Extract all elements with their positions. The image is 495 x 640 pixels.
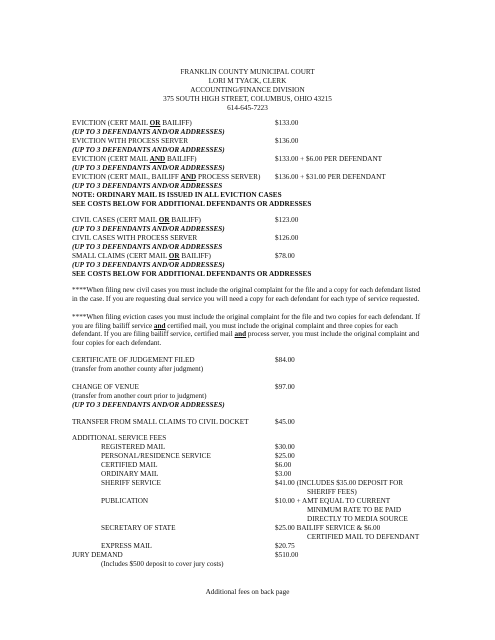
fee-item-value: $6.00 xyxy=(275,461,292,469)
civil-note-additional: SEE COSTS BELOW FOR ADDITIONAL DEFENDANTS OR ADDRESSES xyxy=(72,270,312,278)
venue-fee: $97.00 xyxy=(275,383,295,391)
clerk-name: LORI M TYACK, CLERK xyxy=(208,77,287,85)
civil-row-2: CIVIL CASES WITH PROCESS SERVER xyxy=(72,234,198,242)
fee-item-label: ORDINARY MAIL xyxy=(101,470,159,478)
venue-sub: (transfer from another court prior to judgment) xyxy=(72,392,207,400)
court-name: FRANKLIN COUNTY MUNICIPAL COURT xyxy=(180,68,315,76)
eviction-row-3: EVICTION (CERT MAIL AND BAILIFF) xyxy=(72,155,197,163)
footer-note: Additional fees on back page xyxy=(205,588,290,596)
transfer-fee: $45.00 xyxy=(275,418,295,426)
judgement-fee: $84.00 xyxy=(275,356,295,364)
civil-row-1-note: (UP TO 3 DEFENDANTS AND/OR ADDRESSES) xyxy=(72,225,225,233)
eviction-row-4-fee: $136.00 + $31.00 PER DEFENDANT xyxy=(275,173,386,181)
fee-item-label: SECRETARY OF STATE xyxy=(101,524,176,532)
fee-item-label: REGISTERED MAIL xyxy=(101,443,166,451)
eviction-row-1-fee: $133.00 xyxy=(275,119,299,127)
eviction-note-ordinary-mail: NOTE: ORDINARY MAIL IS ISSUED IN ALL EVICTION CASES xyxy=(72,191,282,199)
fee-item-value-cont: MINIMUM RATE TO BE PAID xyxy=(307,506,402,514)
court-phone: 614-645-7223 xyxy=(227,104,268,112)
fee-item-value: $25.00 xyxy=(275,452,295,460)
fee-item-value: $20.75 xyxy=(275,542,295,550)
fee-item-label: EXPRESS MAIL xyxy=(101,542,152,550)
civil-row-1: CIVIL CASES (CERT MAIL OR BAILIFF) xyxy=(72,216,201,224)
fee-item-label: PERSONAL/RESIDENCE SERVICE xyxy=(101,452,211,460)
additional-fees-title: ADDITIONAL SERVICE FEES xyxy=(72,434,167,442)
small-claims-note: (UP TO 3 DEFENDANTS AND/OR ADDRESSES) xyxy=(72,261,225,269)
fee-item-value-cont: SHERIFF FEES) xyxy=(307,488,357,496)
civil-row-2-fee: $126.00 xyxy=(275,234,299,242)
jury-demand-fee: $510.00 xyxy=(275,551,299,559)
division-name: ACCOUNTING/FINANCE DIVISION xyxy=(190,86,305,94)
fee-item-label: PUBLICATION xyxy=(101,497,149,505)
transfer-row: TRANSFER FROM SMALL CLAIMS TO CIVIL DOCKET xyxy=(72,418,249,426)
eviction-row-1: EVICTION (CERT MAIL OR BAILIFF) xyxy=(72,119,192,127)
fee-item-value: $25.00 BAILIFF SERVICE & $6.00 xyxy=(275,524,381,532)
fee-item-label: CERTIFIED MAIL xyxy=(101,461,158,469)
eviction-filing-instructions: ****When filing eviction cases you must include the original complaint for the file and two copies for each defendant. If you are filing bailiff service and certified mail, you must include the original complaint and three copies for each defendant. If you are filing bailiff service, certified mail and process server, you must include the original complaint and four copies for each defendant. xyxy=(72,313,421,347)
venue-note: (UP TO 3 DEFENDANTS AND/OR ADDRESSES) xyxy=(72,401,225,409)
eviction-row-2: EVICTION WITH PROCESS SERVER xyxy=(72,137,189,145)
fee-item-value: $10.00 + AMT EQUAL TO CURRENT xyxy=(275,497,391,505)
eviction-row-4-note: (UP TO 3 DEFENDANTS AND/OR ADDRESSES xyxy=(72,182,223,190)
fee-item-value-cont: CERTIFIED MAIL TO DEFENDANT xyxy=(307,533,420,541)
eviction-row-2-fee: $136.00 xyxy=(275,137,299,145)
civil-filing-instructions: ****When filing new civil cases you must include the original complaint for the file and a copy for each defendant listed in the case. If you are requesting dual service you will need a copy for each defendant for each type of service requested. xyxy=(72,286,421,303)
fee-item-value: $41.00 (INCLUDES $35.00 DEPOSIT FOR xyxy=(275,479,404,487)
fee-item-value: $3.00 xyxy=(275,470,292,478)
eviction-row-3-fee: $133.00 + $6.00 PER DEFENDANT xyxy=(275,155,383,163)
small-claims-row: SMALL CLAIMS (CERT MAIL OR BAILIFF) xyxy=(72,252,211,260)
court-address: 375 SOUTH HIGH STREET, COLUMBUS, OHIO 43215 xyxy=(163,95,332,103)
civil-row-2-note: (UP TO 3 DEFENDANTS AND/OR ADDRESSES xyxy=(72,243,223,251)
jury-demand-sub: (Includes $500 deposit to cover jury costs) xyxy=(101,560,224,568)
small-claims-fee: $78.00 xyxy=(275,252,295,260)
eviction-row-2-note: (UP TO 3 DEFENDANTS AND/OR ADDRESSES) xyxy=(72,146,225,154)
fee-item-value: $30.00 xyxy=(275,443,295,451)
fee-item-label: SHERIFF SERVICE xyxy=(101,479,161,487)
eviction-row-4: EVICTION (CERT MAIL, BAILIFF AND PROCESS SERVER) xyxy=(72,173,261,181)
eviction-note-additional: SEE COSTS BELOW FOR ADDITIONAL DEFENDANTS OR ADDRESSES xyxy=(72,200,312,208)
eviction-row-3-note: (UP TO 3 DEFENDANTS AND/OR ADDRESSES) xyxy=(72,164,225,172)
civil-row-1-fee: $123.00 xyxy=(275,216,299,224)
judgement-row: CERTIFICATE OF JUDGEMENT FILED xyxy=(72,356,195,364)
eviction-row-1-note: (UP TO 3 DEFENDANTS AND/OR ADDRESSES) xyxy=(72,128,225,136)
venue-row: CHANGE OF VENUE xyxy=(72,383,139,391)
fee-item-value-cont: DIRECTLY TO MEDIA SOURCE xyxy=(307,515,408,523)
judgement-sub: (transfer from another county after judgment) xyxy=(72,365,204,373)
jury-demand-row: JURY DEMAND xyxy=(72,551,123,559)
